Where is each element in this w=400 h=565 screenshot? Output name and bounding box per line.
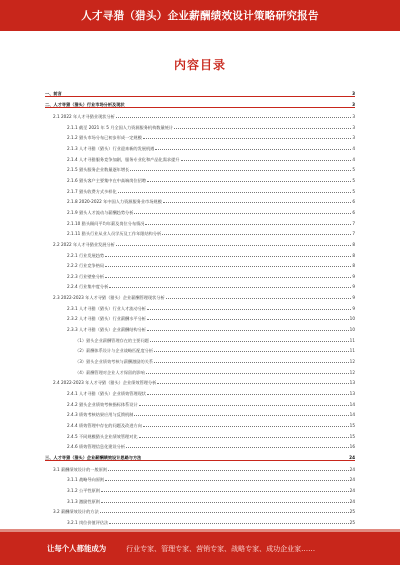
toc-entry-title: 2.4.3 绩效考核结果应用与反馈机制 xyxy=(67,412,134,418)
toc-entry[interactable] xyxy=(45,364,355,375)
toc-entry-title: 2.1.8 2020-2022 年中国人力资源服务业市场规模 xyxy=(67,199,162,205)
toc-dot-leader xyxy=(105,266,351,267)
toc-entry-page: 9 xyxy=(352,305,355,311)
toc-entry-title: 2.4.6 绩效管理信息化建设分析 xyxy=(67,444,126,450)
toc-entry-page: 7 xyxy=(352,220,355,226)
toc-entry-page: 25 xyxy=(349,519,355,525)
toc-entry-title: 2.1.7 猎头收费方式多样化 xyxy=(67,188,117,194)
toc-entry-page: 3 xyxy=(352,124,355,130)
toc-entry-page: 4 xyxy=(352,145,355,151)
toc-entry-title: 2.2.2 行业竞争格局 xyxy=(67,263,105,269)
toc-entry-title: 2.3 2022-2023 年人才寻猎（猎头）企业薪酬管理现状分析 xyxy=(53,295,165,301)
toc-entry-title: 2.1.9 猎头人才流动与薪酬趋势分析 xyxy=(67,209,134,215)
toc-dot-leader xyxy=(147,394,349,395)
toc-entry-title: 2.4 2022-2023 年人才寻猎（猎头）企业绩效管理分析 xyxy=(53,380,157,386)
toc-entry-page: 8 xyxy=(352,252,355,258)
toc-dot-leader xyxy=(157,383,348,384)
toc-entry[interactable] xyxy=(45,236,355,247)
toc-dot-leader xyxy=(155,149,351,150)
toc-entry-page: 8 xyxy=(352,263,355,269)
toc-entry[interactable] xyxy=(45,396,355,407)
toc-dot-leader xyxy=(166,298,352,299)
toc-entry-page: 12 xyxy=(349,359,355,365)
toc-dot-leader xyxy=(174,128,351,129)
toc-entry-title: 2.1.6 猎头客户主要集中在中高端岗位招聘 xyxy=(67,177,146,183)
toc-entry-title: 2.1.1 截至 2021 年 5 月全国人力资源服务机构数量统计 xyxy=(67,124,174,130)
toc-dot-leader xyxy=(108,470,349,471)
toc-entry[interactable] xyxy=(45,289,355,300)
toc-entry-page: 11 xyxy=(349,337,355,343)
toc-entry-page: 14 xyxy=(349,412,355,418)
toc-entry-title: 2.2.4 行业集中度分析 xyxy=(67,284,109,290)
toc-entry-title: 二、人才寻猎（猎头）行业市场分析及现状 xyxy=(45,102,125,108)
toc-entry[interactable] xyxy=(45,332,355,343)
toc-entry-page: 5 xyxy=(352,188,355,194)
toc-entry[interactable] xyxy=(45,258,355,269)
toc-entry[interactable] xyxy=(45,215,355,226)
toc-dot-leader xyxy=(105,480,349,481)
toc-entry[interactable] xyxy=(45,407,355,418)
toc-dot-leader xyxy=(147,309,351,310)
toc-entry[interactable] xyxy=(45,439,355,450)
toc-dot-leader xyxy=(105,256,351,257)
toc-entry-title: 3.1.3 激励性原则 xyxy=(67,498,100,504)
toc-entry-title: 3.1.1 战略导向原则 xyxy=(67,477,105,483)
toc-entry-title: （2）薪酬体系设计与企业战略匹配度分析 xyxy=(75,348,154,354)
toc-dot-leader xyxy=(101,491,349,492)
toc-entry[interactable] xyxy=(45,353,355,364)
toc-entry[interactable] xyxy=(45,194,355,205)
toc-dot-leader xyxy=(116,245,351,246)
toc-entry-title: 2.1.5 猎头服务企业数量逐年增长 xyxy=(67,167,130,173)
toc-dot-leader xyxy=(134,415,348,416)
footer-bar xyxy=(0,532,400,565)
toc-entry[interactable] xyxy=(45,151,355,162)
toc-dot-leader xyxy=(100,512,349,513)
toc-entry-page: 8 xyxy=(352,241,355,247)
toc-entry[interactable] xyxy=(45,130,355,141)
toc-entry-title: 2.1 2022 年人才寻猎业现状分析 xyxy=(53,113,115,119)
toc-dot-leader xyxy=(147,330,349,331)
toc-dot-leader xyxy=(105,277,351,278)
toc-entry[interactable] xyxy=(45,504,355,515)
toc-entry[interactable] xyxy=(45,493,355,504)
toc-heading: 内容目录 xyxy=(173,58,226,72)
toc-entry[interactable] xyxy=(45,204,355,215)
toc-dot-leader xyxy=(116,117,351,118)
toc-entry-page: 3 xyxy=(352,102,355,108)
footer-expert-list: 行业专家、管理专家、营销专家、战略专家、成功企业家…… xyxy=(126,544,316,553)
toc-entry-title: 2.4.4 绩效管理中存在的问题及改进方向 xyxy=(67,423,142,428)
toc-entry[interactable] xyxy=(45,375,355,386)
toc-entry-page: 3 xyxy=(352,90,355,96)
toc-entry-page: 13 xyxy=(349,391,355,397)
toc-entry[interactable] xyxy=(45,300,355,311)
toc-dot-leader xyxy=(145,224,351,225)
toc-dot-leader xyxy=(101,502,349,503)
toc-entry[interactable] xyxy=(45,321,355,332)
toc-entry-page: 13 xyxy=(349,380,355,386)
toc-entry-page: 6 xyxy=(352,199,355,205)
toc-entry[interactable] xyxy=(45,514,355,525)
toc-entry-title: 2.3.1 人才寻猎（猎头）行业人才流动分析 xyxy=(67,305,146,311)
toc-entry-title: 3.2 薪酬绩效设计的方法 xyxy=(53,509,99,515)
toc-entry-page: 14 xyxy=(349,401,355,407)
toc-entry-page: 24 xyxy=(349,498,355,504)
table-of-contents xyxy=(45,85,355,525)
toc-entry-title: 2.1.4 人才寻猎服务竞争加剧，服务专业化和产品化需求提升 xyxy=(67,156,180,162)
toc-dot-leader xyxy=(154,351,349,352)
toc-entry-title: （1）猎头企业薪酬管理存在的主要问题 xyxy=(75,337,149,343)
toc-dot-leader xyxy=(118,192,352,193)
toc-entry[interactable] xyxy=(45,472,355,483)
toc-entry-page: 3 xyxy=(352,113,355,119)
toc-dot-leader xyxy=(109,523,348,524)
toc-entry[interactable] xyxy=(45,417,355,428)
toc-entry-title: 2.4.5 不同规模猎头企业绩效管理对比 xyxy=(67,433,138,439)
toc-entry-title: 2.2 2022 年人才寻猎业发展分析 xyxy=(53,241,115,247)
toc-entry-title: 2.2.1 行业发展趋势 xyxy=(67,252,105,258)
toc-dot-leader xyxy=(134,213,351,214)
toc-entry-page: 9 xyxy=(352,295,355,301)
toc-dot-leader xyxy=(147,181,351,182)
toc-entry-page: 3 xyxy=(352,135,355,141)
toc-entry-page: 10 xyxy=(349,316,355,322)
toc-dot-leader xyxy=(109,287,351,288)
toc-entry-title: 2.2.3 行业壁垒分析 xyxy=(67,273,105,279)
toc-entry[interactable] xyxy=(45,247,355,258)
toc-dot-leader xyxy=(150,341,349,342)
toc-entry-page: 9 xyxy=(352,284,355,290)
toc-entry[interactable] xyxy=(45,279,355,290)
toc-entry-page: 9 xyxy=(352,273,355,279)
toc-entry-page: 10 xyxy=(349,327,355,333)
toc-entry[interactable] xyxy=(45,162,355,173)
toc-entry[interactable] xyxy=(45,226,355,237)
toc-entry[interactable] xyxy=(45,428,355,439)
footer-slogan: 让每个人都能成为 xyxy=(47,544,107,553)
toc-entry-page: 16 xyxy=(349,444,355,450)
toc-entry-title: 2.4.1 人才寻猎（猎头）企业绩效管理现状 xyxy=(67,391,146,397)
toc-dot-leader xyxy=(126,447,349,448)
toc-entry[interactable] xyxy=(45,449,355,461)
toc-dot-leader xyxy=(146,373,349,374)
toc-dot-leader xyxy=(147,319,349,320)
toc-entry-page: 25 xyxy=(349,509,355,515)
toc-entry-page: 15 xyxy=(349,423,355,428)
toc-entry-title: 2.1.2 猎头市场分布已初步形成一定规模 xyxy=(67,135,142,141)
toc-entry-page: 11 xyxy=(349,348,355,354)
toc-entry[interactable] xyxy=(45,343,355,354)
toc-entry[interactable] xyxy=(45,140,355,151)
toc-entry[interactable] xyxy=(45,97,355,109)
toc-entry[interactable] xyxy=(45,461,355,472)
toc-entry-title: 2.4.2 猎头企业绩效考核指标体系设计 xyxy=(67,401,138,407)
toc-dot-leader xyxy=(139,405,349,406)
toc-entry-title: 2.1.10 猎头顾问平均年薪及岗位分布情况 xyxy=(67,220,145,226)
toc-entry-title: 一、前言 xyxy=(45,90,62,96)
toc-entry-title: 2.3.2 人才寻猎（猎头）行业薪酬水平分析 xyxy=(67,316,146,322)
toc-entry-title: 2.1.11 猎头行业从业人员学历及工作年限结构分析 xyxy=(67,231,162,237)
toc-entry-title: 3.1.2 公平性原则 xyxy=(67,487,100,493)
toc-entry-page: 24 xyxy=(349,487,355,493)
toc-dot-leader xyxy=(143,426,349,427)
toc-entry[interactable] xyxy=(45,85,355,97)
toc-dot-leader xyxy=(130,170,351,171)
toc-entry-page: 15 xyxy=(349,433,355,439)
toc-dot-leader xyxy=(143,138,352,139)
toc-entry[interactable] xyxy=(45,119,355,130)
toc-entry-page: 24 xyxy=(349,466,355,472)
toc-dot-leader xyxy=(154,362,349,363)
toc-dot-leader xyxy=(163,202,352,203)
toc-entry[interactable] xyxy=(45,108,355,119)
toc-entry-title: 3.2.1 岗位价值评估法 xyxy=(67,519,109,525)
toc-entry[interactable] xyxy=(45,482,355,493)
toc-entry[interactable] xyxy=(45,268,355,279)
toc-entry-page: 5 xyxy=(352,167,355,173)
toc-entry-title: （4）薪酬管理对企业人才保留的影响 xyxy=(75,369,145,375)
toc-entry-page: 24 xyxy=(349,477,355,483)
toc-entry-title: 2.1.3 人才寻猎（猎头）行业迎来新的发展机遇 xyxy=(67,145,155,151)
toc-entry-title: （3）猎头企业绩效考核与薪酬激励的关系 xyxy=(75,359,154,365)
toc-entry[interactable] xyxy=(45,311,355,322)
toc-entry-title: 3.1 薪酬绩效设计的一般原则 xyxy=(53,466,108,472)
toc-entry-page: 6 xyxy=(352,209,355,215)
toc-dot-leader xyxy=(139,437,349,438)
toc-entry-page: 4 xyxy=(352,156,355,162)
toc-entry[interactable] xyxy=(45,385,355,396)
toc-entry-page: 12 xyxy=(349,369,355,375)
toc-entry-page: 7 xyxy=(352,231,355,237)
toc-dot-leader xyxy=(181,160,352,161)
toc-entry-page: 5 xyxy=(352,177,355,183)
toc-entry[interactable] xyxy=(45,172,355,183)
report-title: 人才寻猎（猎头）企业薪酬绩效设计策略研究报告 xyxy=(81,10,319,22)
toc-entry-title: 三、人才寻猎（猎头）企业薪酬绩效设计思路与方法 xyxy=(45,454,142,460)
toc-entry-page: 24 xyxy=(349,454,355,460)
report-header-bar xyxy=(0,0,400,31)
toc-entry[interactable] xyxy=(45,183,355,194)
toc-dot-leader xyxy=(162,234,351,235)
toc-entry-title: 2.3.3 人才寻猎（猎头）企业薪酬结构分析 xyxy=(67,327,146,333)
